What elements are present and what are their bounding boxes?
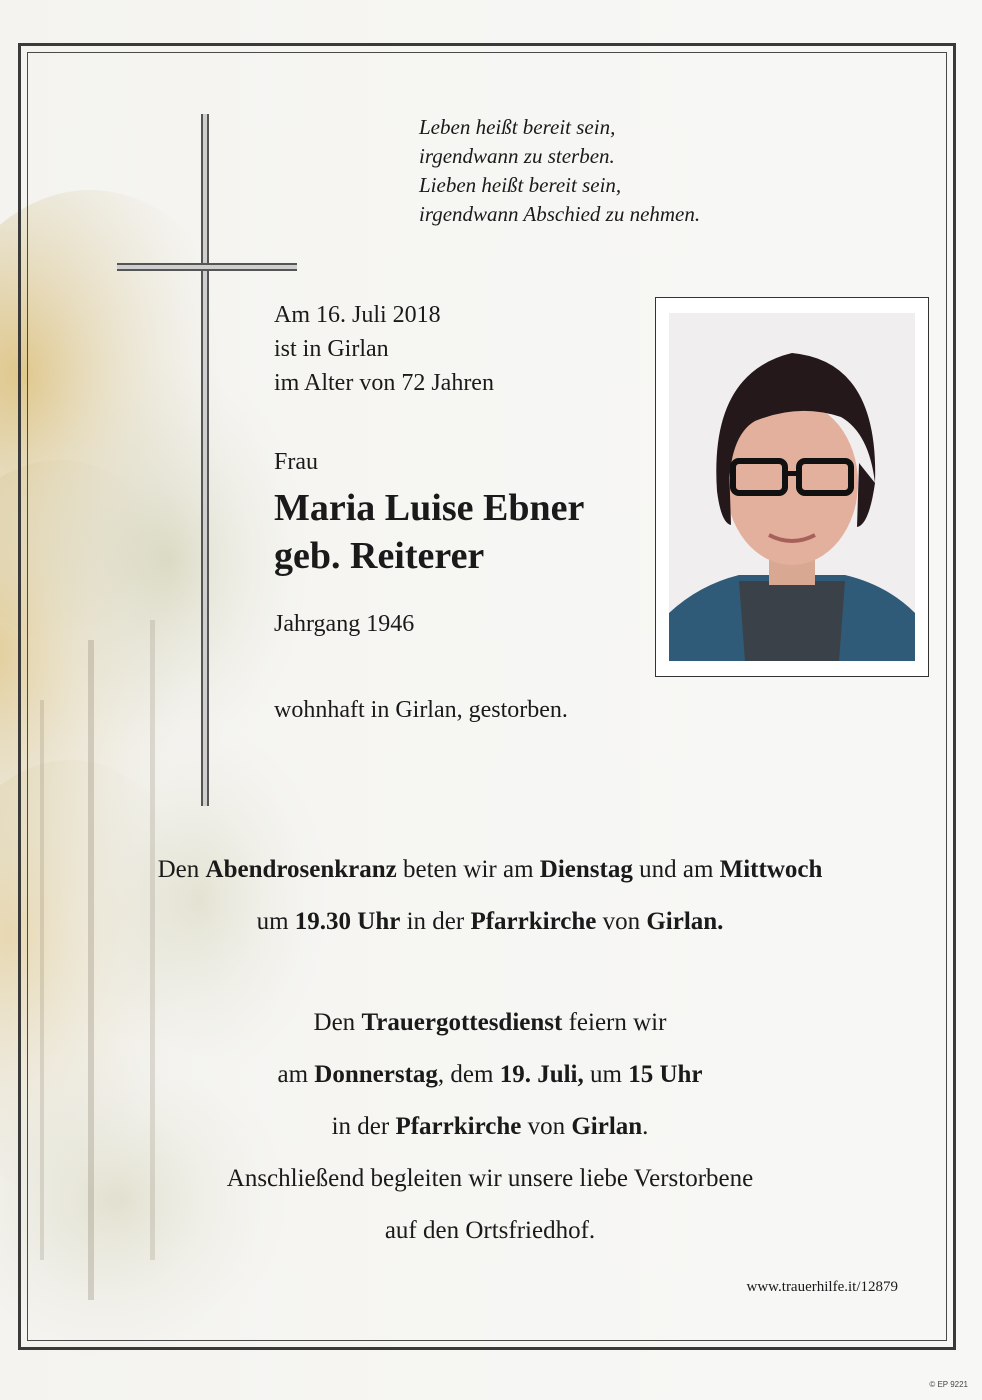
- cross-icon-vertical: [201, 114, 209, 806]
- birth-name: geb. Reiterer: [274, 535, 485, 577]
- service-line-5: auf den Ortsfriedhof.: [384, 1217, 596, 1244]
- service-line-4: Anschließend begleiten wir unsere liebe Verstorbene: [226, 1165, 754, 1192]
- print-code: © EP 9221: [929, 1380, 968, 1389]
- poem-line: Lieben heißt bereit sein,: [419, 173, 622, 197]
- poem: [419, 113, 889, 229]
- full-name: Maria Luise Ebner: [274, 487, 585, 529]
- deceased-name: [274, 484, 584, 580]
- portrait-frame: [655, 297, 929, 677]
- website-link[interactable]: www.trauerhilfe.it/12879: [746, 1279, 898, 1295]
- death-place: ist in Girlan: [274, 336, 389, 362]
- service-line-3: in der Pfarrkirche von Girlan.: [331, 1113, 649, 1140]
- salutation: Frau: [274, 449, 318, 475]
- death-age: im Alter von 72 Jahren: [274, 370, 494, 396]
- residence: wohnhaft in Girlan, gestorben.: [274, 697, 568, 723]
- service-line-1: Den Trauergottesdienst feiern wir: [313, 1009, 667, 1036]
- cross-icon-horizontal: [117, 263, 297, 271]
- portrait-photo: [669, 313, 915, 661]
- service-line-2: am Donnerstag, dem 19. Juli, um 15 Uhr: [277, 1061, 703, 1088]
- rosary-announcement: [30, 844, 950, 948]
- death-date: Am 16. Juli 2018: [274, 302, 441, 328]
- poem-line: Leben heißt bereit sein,: [419, 115, 616, 139]
- poem-line: irgendwann zu sterben.: [419, 144, 615, 168]
- death-intro: [274, 298, 494, 400]
- birth-year: Jahrgang 1946: [274, 611, 415, 637]
- rosary-line-2: um 19.30 Uhr in der Pfarrkirche von Girlan.: [256, 908, 724, 935]
- poem-line: irgendwann Abschied zu nehmen.: [419, 202, 701, 226]
- funeral-service-announcement: [30, 997, 950, 1257]
- rosary-line-1: Den Abendrosenkranz beten wir am Dienstag und am Mittwoch: [157, 856, 823, 883]
